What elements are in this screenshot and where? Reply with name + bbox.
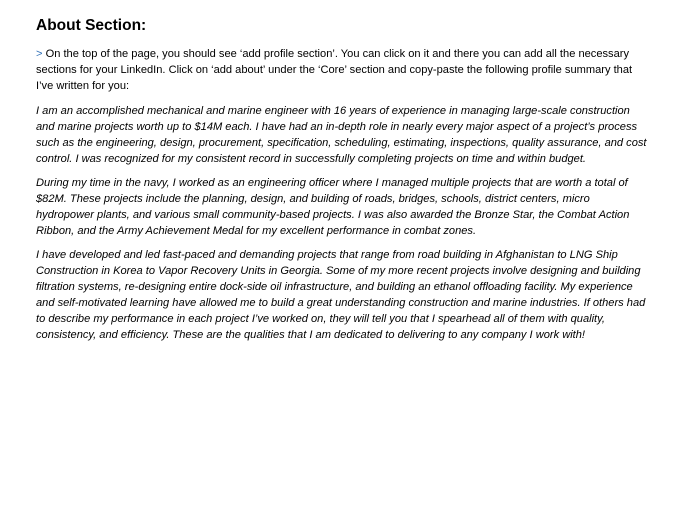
summary-paragraph-2: During my time in the navy, I worked as an engineering officer where I managed multiple projects that are worth a total of $82M. These projects include the planning, design, and building of roads, bridges, schools, district centers, micro hydropower plants, and various small community-based projects. I was also awarded the Bronze Star, the Combat Action Ribbon, and the Army Achievement Medal for my excellent performance in combat zones.: [36, 177, 630, 237]
intro-text: On the top of the page, you should see ‘add profile section’. You can click on it and there you can add all the necessary sections for your LinkedIn. Click on ‘add about’ under the ‘Core’ section and copy-paste the following profile summary that I’ve written for you:: [36, 48, 633, 92]
bullet-marker: >: [36, 48, 43, 60]
summary-paragraph-1: I am an accomplished mechanical and marine engineer with 16 years of experience in managing large-scale construction and marine projects worth up to $14M each. I have had an in-depth role in nearly every major aspect of a project’s process such as the engineering, design, procurement, specification, scheduling, estimating, inspections, quality assurance, and cost control. I was recognized for my consistent record in successfully completing projects on time and within budget.: [36, 105, 647, 165]
document-page: [36, 16, 648, 351]
summary-paragraph-3: I have developed and led fast-paced and demanding projects that range from road building in Afghanistan to LNG Ship Construction in Korea to Vapor Recovery Units in Georgia. Some of my more recent projects involve designing and building filtration systems, re-designing entire dock-side oil infrastructure, and building an ethanol offloading facility. My experience and self-motivated learning have allowed me to build a great understanding construction and marine industries. If others had to describe my performance in each project I’ve worked on, they will tell you that I spearhead all of them with quality, consistency, and efficiency. These are the qualities that I am dedicated to delivering to any company I work with!: [36, 249, 646, 341]
section-heading: About Section:: [36, 17, 147, 34]
intro-paragraph: [36, 46, 648, 94]
